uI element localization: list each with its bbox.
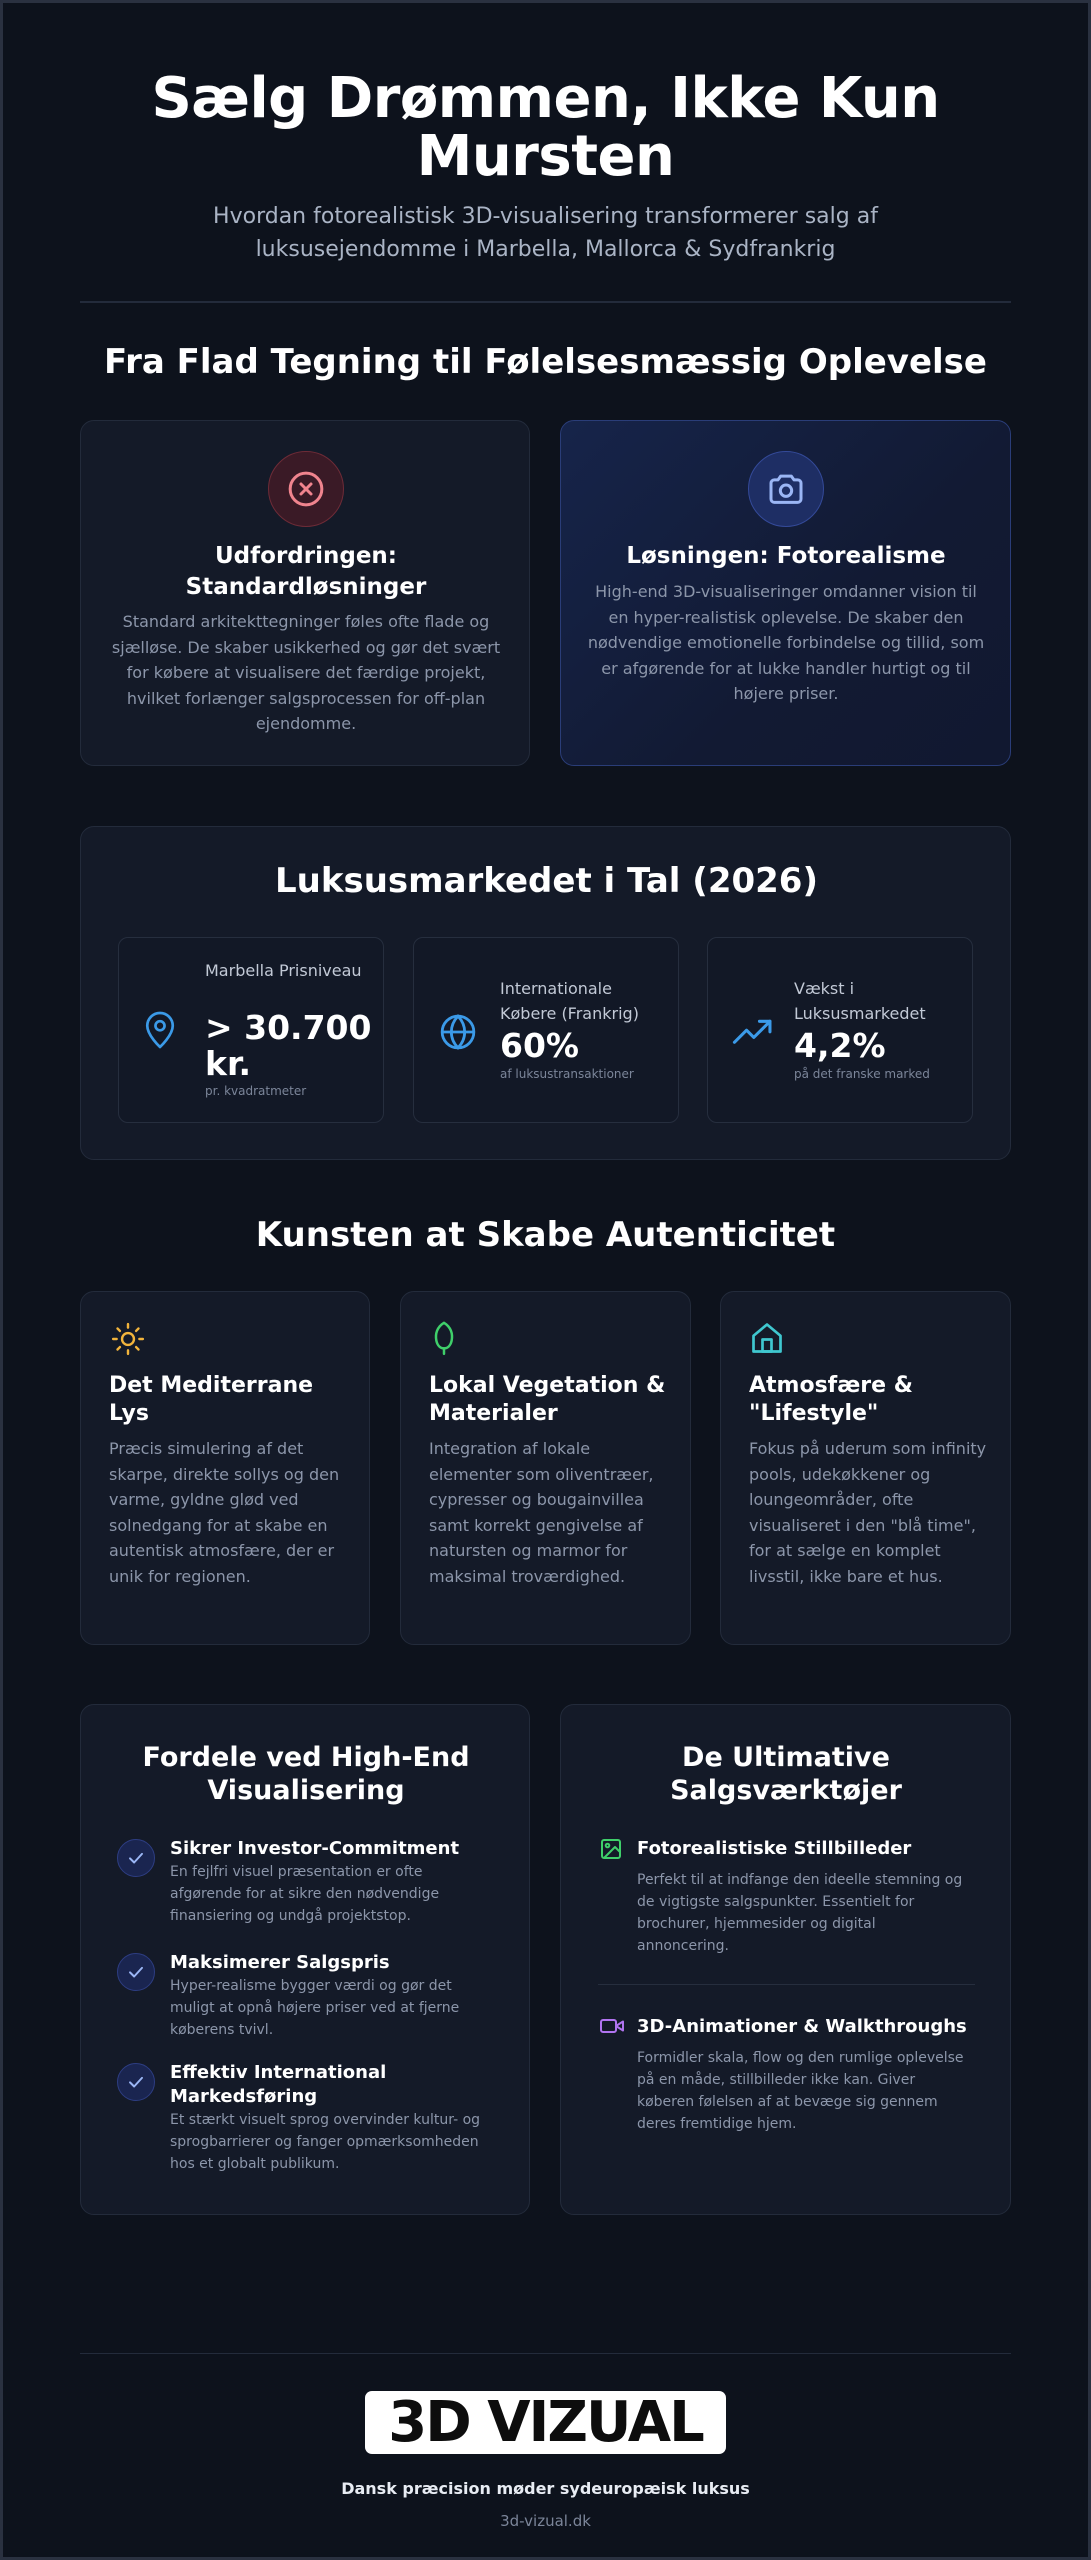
logo-text: 3D VIZUAL [388, 2389, 703, 2455]
stat-market-growth [707, 937, 973, 1123]
check-icon [117, 1839, 155, 1877]
feature-card-light [80, 1291, 370, 1645]
benefit-body: Et stærkt visuelt sprog overvinder kultur- og sprogbarrierer og fanger opmærksomheden hos et globalt publikum. [170, 2112, 481, 2172]
solution-body: High-end 3D-visualiseringer omdanner vision til en hyper-realistisk oplevelse. De skaber den nødvendige emotionelle forbindelse og tillid, som er afgørende for at lukke handler hurtigt og til højere priser. [587, 582, 985, 703]
video-icon [599, 2015, 625, 2041]
section-title-authenticity: Kunsten at Skabe Autenticitet [255, 1215, 836, 1255]
benefits-title: Fordele ved High-End Visualisering [142, 1742, 470, 1806]
stat-note: på det franske marked [794, 1067, 930, 1081]
tool-body: Perfekt til at indfange den ideelle stemning og de vigtigste salgspunkter. Essentielt for brochurer, hjemmesider og digital annoncering. [637, 1872, 963, 1954]
challenge-title: Udfordringen: Standardløsninger [185, 543, 427, 600]
feature-body: Fokus på uderum som infinity pools, udekøkkener og loungeområder, ofte visualiseret i den "blå time", for at sælge en komplet livsstil, ikke bare et hus. [749, 1439, 987, 1586]
stats-card [80, 826, 1011, 1160]
stat-label: Vækst i Luksusmarkedet [794, 979, 926, 1023]
section-title-comparison: Fra Flad Tegning til Følelsesmæssig Oplevelse [104, 342, 987, 382]
stat-international-buyers [413, 937, 679, 1123]
challenge-body: Standard arkitekttegninger føles ofte flade og sjælløse. De skaber usikkerhed og gør det svært for købere at visualisere det færdige projekt, hvilket forlænger salgsprocessen for off-plan ejendomme. [111, 612, 501, 733]
stats-title: Luksusmarkedet i Tal (2026) [275, 861, 818, 901]
benefit-title: Sikrer Investor-Commitment [170, 1838, 460, 1859]
feature-title: Atmosfære & "Lifestyle" [749, 1373, 913, 1426]
feature-body: Præcis simulering af det skarpe, direkte sollys og den varme, gyldne glød ved solnedgang for at skabe en autentisk atmosfære, der er unik for regionen. [109, 1439, 340, 1586]
benefit-title: Effektiv International Markedsføring [170, 2062, 387, 2107]
image-icon [599, 1837, 623, 1865]
tools-divider [598, 1984, 975, 1985]
globe-icon [438, 1012, 478, 1056]
trending-up-icon [732, 1014, 774, 1052]
stat-note: af luksustransaktioner [500, 1067, 634, 1081]
tools-card [560, 1704, 1011, 2215]
stat-value: > 30.700 kr. [205, 1008, 372, 1083]
benefit-title: Maksimerer Salgspris [170, 1952, 390, 1973]
feature-title: Det Mediterrane Lys [109, 1373, 314, 1426]
camera-icon [748, 451, 824, 527]
solution-title: Løsningen: Fotorealisme [626, 543, 946, 569]
header-divider [80, 301, 1011, 303]
stat-label: Marbella Prisniveau [205, 961, 362, 980]
feature-title: Lokal Vegetation & Materialer [429, 1373, 666, 1426]
feature-card-vegetation [400, 1291, 691, 1645]
check-icon [117, 1953, 155, 1991]
solution-card [560, 420, 1011, 766]
feature-body: Integration af lokale elementer som oliventræer, cypresser og bougainvillea samt korrekt gengivelse af natursten og marmor for maksimal troværdighed. [429, 1439, 654, 1586]
benefits-card [80, 1704, 530, 2215]
map-pin-icon [143, 1010, 177, 1054]
tool-body: Formidler skala, flow og den rumlige oplevelse på en måde, stillbilleder ikke kan. Giver køberen følelsen af at bevæge sig gennem deres fremtidige hjem. [637, 2050, 964, 2132]
tool-title: 3D-Animationer & Walkthroughs [637, 2016, 967, 2037]
page-title: Sælg Drømmen, Ikke Kun Mursten [151, 66, 940, 189]
benefit-body: Hyper-realisme bygger værdi og gør det muligt at opnå højere priser ved at fjerne køberens tvivl. [170, 1978, 460, 2038]
stat-marbella-price [118, 937, 384, 1123]
benefit-body: En fejlfri visuel præsentation er ofte afgørende for at sikre den nødvendige finansiering og undgå projektstop. [170, 1864, 440, 1924]
stat-label: Internationale Købere (Frankrig) [500, 979, 639, 1023]
leaf-icon [429, 1320, 459, 1360]
stat-value: 4,2% [794, 1026, 886, 1065]
home-icon [749, 1320, 785, 1360]
footer-divider [80, 2353, 1011, 2354]
stat-note: pr. kvadratmeter [205, 1084, 307, 1098]
tools-title: De Ultimative Salgsværktøjer [670, 1742, 902, 1806]
tool-title: Fotorealistiske Stillbilleder [637, 1838, 912, 1859]
stat-value: 60% [500, 1026, 579, 1065]
challenge-card [80, 420, 530, 766]
footer-tagline: Dansk præcision møder sydeuropæisk luksus [341, 2479, 750, 2498]
brand-logo [365, 2391, 726, 2454]
page-subtitle: Hvordan fotorealistisk 3D-visualisering transformerer salg af luksusejendomme i Marbella, Mallorca & Sydfrankrig [213, 204, 878, 262]
feature-card-lifestyle [720, 1291, 1011, 1645]
footer-website: 3d-vizual.dk [500, 2512, 591, 2530]
x-circle-icon [268, 451, 344, 527]
sun-icon [111, 1322, 145, 1360]
check-icon [117, 2063, 155, 2101]
